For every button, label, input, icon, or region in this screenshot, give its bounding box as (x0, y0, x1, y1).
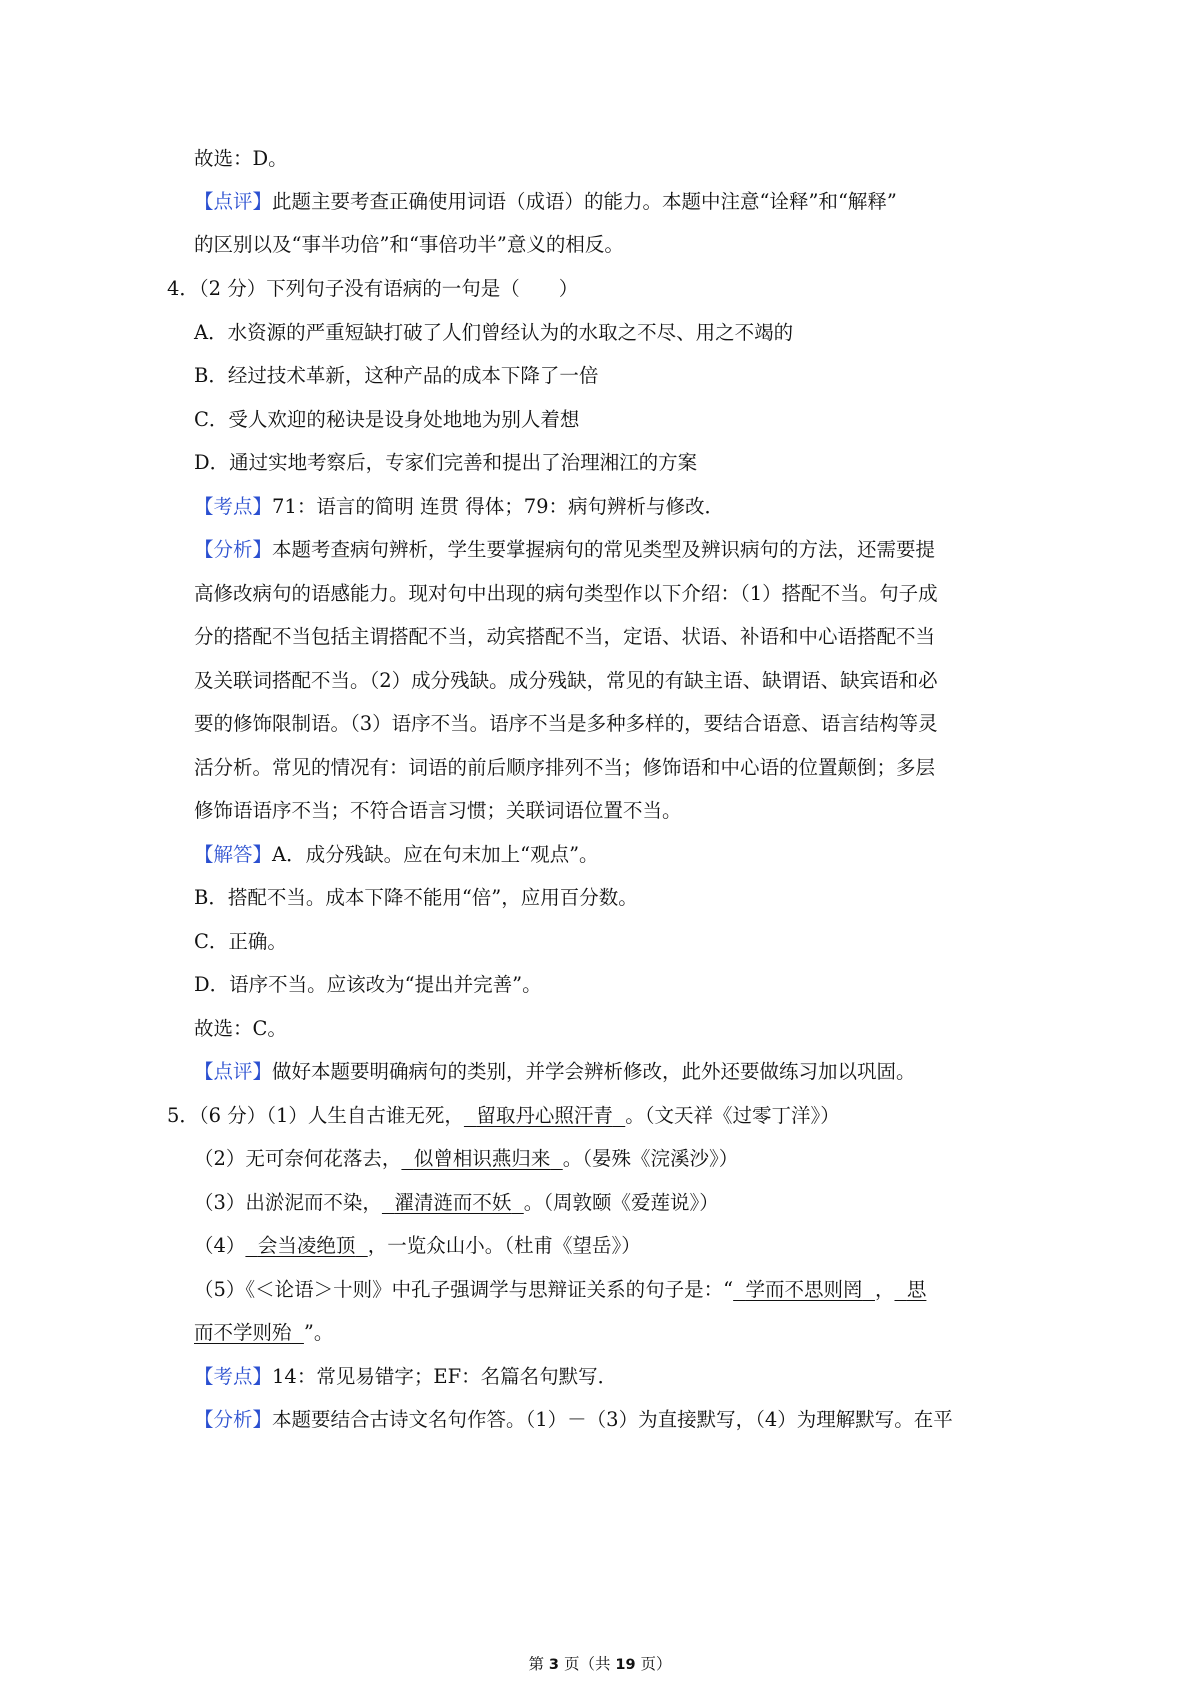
page-number: 3 (548, 1657, 560, 1673)
q4-kaodian (194, 494, 724, 520)
select-answer-d: 故选：D。 (194, 147, 288, 170)
page-footer (0, 1654, 1200, 1675)
q5-5-answer-1: 学而不思则罔 (745, 1278, 863, 1301)
review-tag: 【点评】 (194, 190, 273, 213)
q5-5-answer-blank-2-cont (194, 1321, 304, 1344)
q4-option-d: D．通过实地考察后，专家们完善和提出了治理湘江的方案 (194, 451, 698, 474)
review-text: 此题主要考查正确使用词语（成语）的能力。本题中注意“诠释”和“解释” (272, 190, 897, 213)
kaodian-text: 71：语言的简明 连贯 得体；79：病句辨析与修改． (272, 495, 725, 518)
kaodian-tag: 【考点】 (194, 495, 273, 518)
select-answer-c: 故选：C。 (194, 1017, 287, 1040)
q5-5-answer-blank-2 (894, 1278, 926, 1301)
q5-5-comma: ， (874, 1278, 895, 1301)
q4-analysis-line: 分的搭配不当包括主谓搭配不当，动宾搭配不当，定语、状语、补语和中心语搭配不当 (194, 625, 936, 648)
q5-1-source: 。（文天祥《过零丁洋》） (625, 1104, 840, 1127)
q5-2-answer-blank (401, 1147, 562, 1170)
q5-5-close: ”。 (303, 1321, 334, 1344)
question-5-line-3 (194, 1190, 719, 1216)
q5-analysis (194, 1407, 953, 1433)
analysis-text: 本题考查病句辨析，学生要掌握病句的常见类型及辨识病句的方法，还需要提 (272, 538, 936, 561)
q5-3-source: 。（周敦颐《爱莲说》） (523, 1191, 719, 1214)
question-5-line-6 (194, 1320, 333, 1346)
q5-5-answer-blank-1 (733, 1278, 875, 1301)
q5-4-prompt: （4） (194, 1234, 246, 1257)
q5-5-prompt: （5）《＜论语＞十则》中孔子强调学与思辩证关系的句子是：“ (194, 1278, 734, 1301)
question-5-line-1 (167, 1103, 840, 1129)
q5-1-answer-blank (464, 1104, 625, 1127)
q5-2-prompt: （2）无可奈何花落去， (194, 1147, 402, 1170)
kaodian-text: 14：常见易错字；EF：名篇名句默写． (272, 1365, 618, 1388)
q4-answer-line (194, 842, 599, 868)
q5-4-answer: 会当凌绝顶 (257, 1234, 356, 1257)
q5-1-answer: 留取丹心照汗青 (476, 1104, 613, 1127)
question-5-line-5 (194, 1277, 926, 1303)
q5-5-answer-2-end: 而不学则殆 (194, 1321, 292, 1344)
q4-answer-line: D．语序不当。应该改为“提出并完善”。 (194, 973, 542, 996)
review-text: 做好本题要明确病句的类别，并学会辨析修改，此外还要做练习加以巩固。 (272, 1060, 916, 1083)
q4-review (194, 1059, 916, 1085)
q5-kaodian (194, 1364, 617, 1390)
q5-5-answer-2-start: 思 (906, 1278, 927, 1301)
q4-option-b: B．经过技术革新，这种产品的成本下降了一倍 (194, 364, 599, 387)
q4-option-c: C．受人欢迎的秘诀是设身处地地为别人着想 (194, 408, 580, 431)
analysis-tag: 【分析】 (194, 538, 273, 561)
analysis-text: 本题要结合古诗文名句作答。（1）－（3）为直接默写，（4）为理解默写。在平 (272, 1408, 953, 1431)
kaodian-tag: 【考点】 (194, 1365, 273, 1388)
q5-4-source: ，一览众山小。（杜甫《望岳》） (367, 1234, 641, 1257)
question-5-line-2 (194, 1146, 738, 1172)
q5-3-prompt: （3）出淤泥而不染， (194, 1191, 382, 1214)
answer-tag: 【解答】 (194, 843, 273, 866)
page-total: 19 (615, 1657, 636, 1673)
q4-answer-line: B．搭配不当。成本下降不能用“倍”，应用百分数。 (194, 886, 638, 909)
footer-prefix: 第 (528, 1655, 549, 1673)
footer-suffix: 页） (635, 1655, 672, 1673)
q5-2-source: 。（晏殊《浣溪沙》） (562, 1147, 739, 1170)
q5-3-answer: 濯清涟而不妖 (394, 1191, 512, 1214)
q4-analysis-line: 活分析。常见的情况有：词语的前后顺序排列不当；修饰语和中心语的位置颠倒；多层 (194, 756, 936, 779)
answer-text: A．成分残缺。应在句末加上“观点”。 (272, 843, 599, 866)
review-tag: 【点评】 (194, 1060, 273, 1083)
review-paragraph-1-cont: 的区别以及“事半功倍”和“事倍功半”意义的相反。 (194, 233, 624, 256)
question-5-line-4 (194, 1233, 641, 1259)
q5-3-answer-blank (382, 1191, 524, 1214)
q5-2-answer: 似曾相识燕归来 (413, 1147, 551, 1170)
q4-analysis-line: 高修改病句的语感能力。现对句中出现的病句类型作以下介绍：（1）搭配不当。句子成 (194, 582, 938, 605)
q4-analysis-line: 及关联词搭配不当。（2）成分残缺。成分残缺，常见的有缺主语、缺谓语、缺宾语和必 (194, 669, 938, 692)
q5-4-answer-blank (245, 1234, 367, 1257)
q4-analysis-line: 要的修饰限制语。（3）语序不当。语序不当是多种多样的，要结合语意、语言结构等灵 (194, 712, 938, 735)
q5-1-prompt: 5．（6 分）（1）人生自古谁无死， (167, 1104, 464, 1127)
analysis-tag: 【分析】 (194, 1408, 273, 1431)
q4-option-a: A．水资源的严重短缺打破了人们曾经认为的水取之不尽、用之不竭的 (194, 321, 794, 344)
footer-middle: 页（共 (559, 1655, 616, 1673)
q4-analysis-line: 修饰语语序不当；不符合语言习惯；关联词语位置不当。 (194, 799, 682, 822)
question-4-stem: 4．（2 分）下列句子没有语病的一句是（ ） (167, 277, 579, 300)
q4-analysis-line (194, 537, 935, 563)
review-paragraph-1 (194, 189, 897, 215)
q4-answer-line: C．正确。 (194, 930, 287, 953)
